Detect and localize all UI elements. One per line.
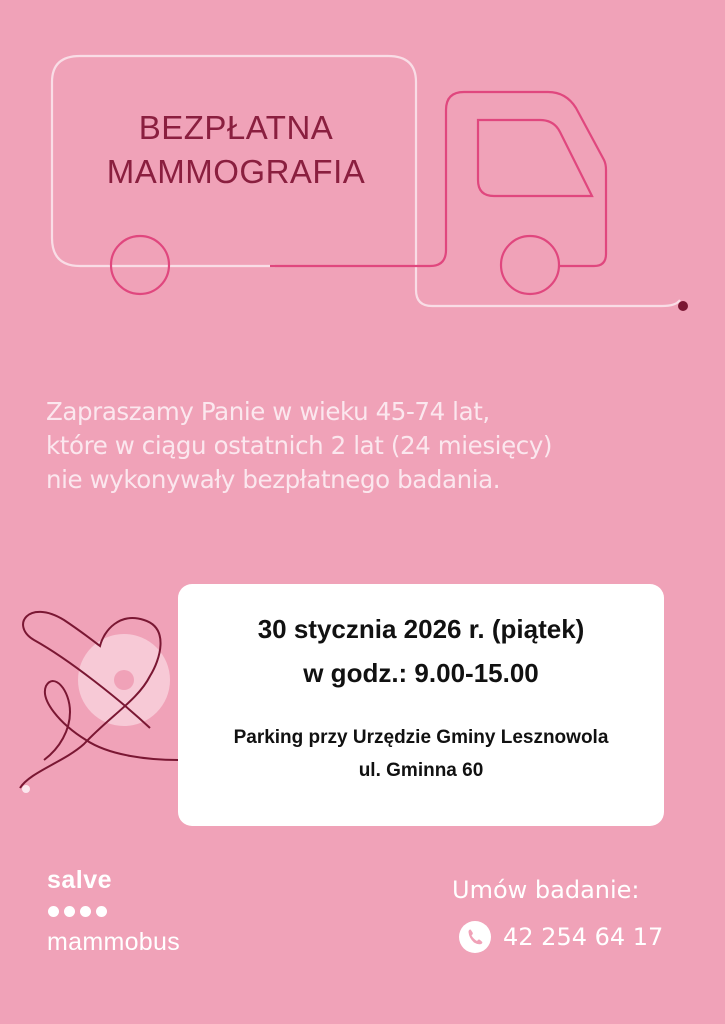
title-line-1: BEZPŁATNA (138, 109, 334, 146)
phone-icon (459, 921, 491, 953)
event-place: Parking przy Urzędzie Gminy Lesznowola (233, 727, 609, 748)
heart-ribbon-dot (22, 785, 30, 793)
intro-line-3: nie wykonywały bezpłatnego badania. (46, 465, 501, 494)
intro-text (46, 395, 686, 497)
event-street: ul. Gminna 60 (358, 760, 484, 781)
title-line-2: MAMMOGRAFIA (106, 153, 366, 190)
heart-center-dot (114, 670, 134, 690)
intro-line-2: które w ciągu ostatnich 2 lat (24 miesięcy) (46, 431, 553, 460)
event-date: 30 stycznia 2026 r. (piątek) (257, 614, 585, 644)
brand-name-top: salve (47, 866, 113, 894)
truck-window-outline (478, 120, 592, 196)
phone-number[interactable]: 42 254 64 17 (503, 923, 664, 951)
truck-front-wheel (501, 236, 559, 294)
phone-contact[interactable] (459, 921, 663, 953)
event-card (178, 584, 664, 826)
event-hours: w godz.: 9.00-15.00 (303, 658, 539, 688)
intro-line-1: Zapraszamy Panie w wieku 45-74 lat, (46, 397, 490, 426)
page-title (56, 106, 416, 194)
line-end-dot (678, 301, 688, 311)
brand-name-bottom: mammobus (47, 928, 180, 956)
brand-dots-icon (48, 906, 107, 917)
booking-label: Umów badanie: (452, 876, 640, 904)
